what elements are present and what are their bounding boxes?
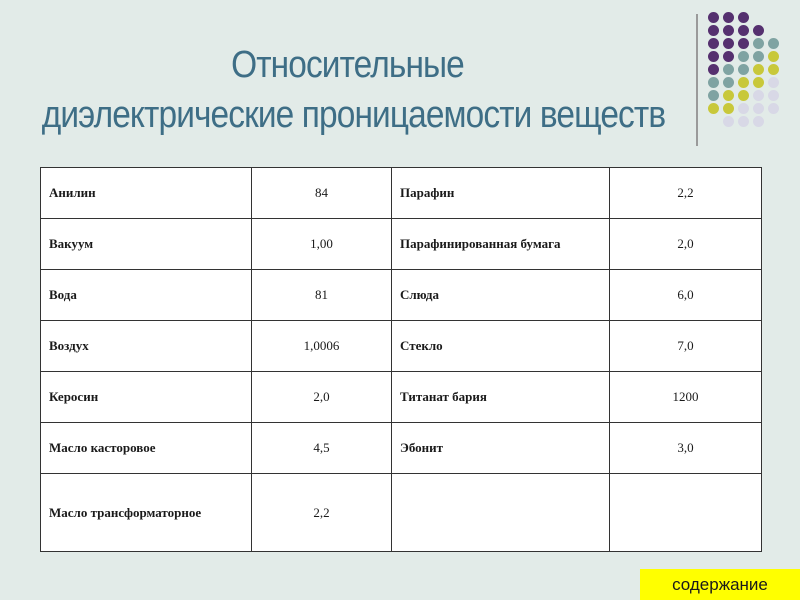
decor-dot bbox=[723, 51, 734, 62]
decor-dot bbox=[723, 25, 734, 36]
decor-dot bbox=[753, 25, 764, 36]
substance-name: Керосин bbox=[41, 372, 252, 423]
decor-dot bbox=[738, 77, 749, 88]
permittivity-value: 7,0 bbox=[610, 321, 762, 372]
substance-name: Вакуум bbox=[41, 219, 252, 270]
decor-dot bbox=[723, 12, 734, 23]
table-row bbox=[41, 219, 762, 270]
decor-dot bbox=[708, 12, 719, 23]
substance-name: Анилин bbox=[41, 168, 252, 219]
permittivity-value: 81 bbox=[252, 270, 392, 321]
decor-dot bbox=[753, 51, 764, 62]
content-button[interactable]: содержание bbox=[640, 569, 800, 600]
decor-dot bbox=[753, 116, 764, 127]
substance-name: Слюда bbox=[392, 270, 610, 321]
decor-dot bbox=[723, 77, 734, 88]
substance-name: Парафинированная бумага bbox=[392, 219, 610, 270]
decor-divider bbox=[696, 14, 698, 146]
decor-dot bbox=[753, 103, 764, 114]
decor-dot bbox=[723, 103, 734, 114]
title-line-1: Относительные bbox=[231, 44, 464, 86]
decor-dot bbox=[708, 38, 719, 49]
decor-dot bbox=[738, 12, 749, 23]
decor-dot bbox=[738, 103, 749, 114]
decor-dot bbox=[768, 51, 779, 62]
permittivity-value: 2,0 bbox=[610, 219, 762, 270]
permittivity-value: 4,5 bbox=[252, 423, 392, 474]
decor-dot bbox=[738, 116, 749, 127]
decor-dot bbox=[708, 103, 719, 114]
substance-name: Масло трансформаторное bbox=[41, 474, 252, 552]
decor-dot bbox=[738, 64, 749, 75]
decor-dot bbox=[738, 25, 749, 36]
decor-dot bbox=[768, 77, 779, 88]
permittivity-value: 1,00 bbox=[252, 219, 392, 270]
title-line-2: диэлектрические проницаемости веществ bbox=[41, 94, 666, 136]
permittivity-value bbox=[610, 474, 762, 552]
decor-dot bbox=[738, 38, 749, 49]
substance-name: Вода bbox=[41, 270, 252, 321]
decor-dot bbox=[768, 64, 779, 75]
decor-dot bbox=[708, 90, 719, 101]
decor-dot bbox=[708, 77, 719, 88]
decor-dot bbox=[753, 90, 764, 101]
permittivity-value: 1,0006 bbox=[252, 321, 392, 372]
substance-name: Масло касторовое bbox=[41, 423, 252, 474]
substance-name bbox=[392, 474, 610, 552]
substance-name: Титанат бария bbox=[392, 372, 610, 423]
table-row bbox=[41, 321, 762, 372]
decor-dot bbox=[738, 90, 749, 101]
substance-name: Парафин bbox=[392, 168, 610, 219]
decor-dot bbox=[708, 25, 719, 36]
permittivity-value: 1200 bbox=[610, 372, 762, 423]
permittivity-value: 6,0 bbox=[610, 270, 762, 321]
decor-dot bbox=[753, 77, 764, 88]
table-row bbox=[41, 270, 762, 321]
permittivity-table bbox=[40, 167, 762, 552]
decor-dot bbox=[723, 90, 734, 101]
permittivity-value: 2,2 bbox=[610, 168, 762, 219]
slide-title bbox=[41, 40, 666, 140]
permittivity-value: 2,2 bbox=[252, 474, 392, 552]
substance-name: Эбонит bbox=[392, 423, 610, 474]
decor-dot bbox=[723, 38, 734, 49]
decor-dot bbox=[753, 38, 764, 49]
decor-dot bbox=[768, 103, 779, 114]
table-row bbox=[41, 474, 762, 552]
substance-name: Стекло bbox=[392, 321, 610, 372]
decor-dot bbox=[708, 64, 719, 75]
decor-dot bbox=[723, 64, 734, 75]
decor-dot bbox=[768, 38, 779, 49]
substance-name: Воздух bbox=[41, 321, 252, 372]
table-row bbox=[41, 423, 762, 474]
decor-dot bbox=[768, 90, 779, 101]
decor-dot-grid bbox=[708, 12, 798, 132]
table-row bbox=[41, 372, 762, 423]
permittivity-value: 2,0 bbox=[252, 372, 392, 423]
decor-dot bbox=[723, 116, 734, 127]
decor-dot bbox=[708, 51, 719, 62]
table-row bbox=[41, 168, 762, 219]
permittivity-value: 84 bbox=[252, 168, 392, 219]
decor-dot bbox=[738, 51, 749, 62]
decor-dot bbox=[753, 64, 764, 75]
permittivity-value: 3,0 bbox=[610, 423, 762, 474]
